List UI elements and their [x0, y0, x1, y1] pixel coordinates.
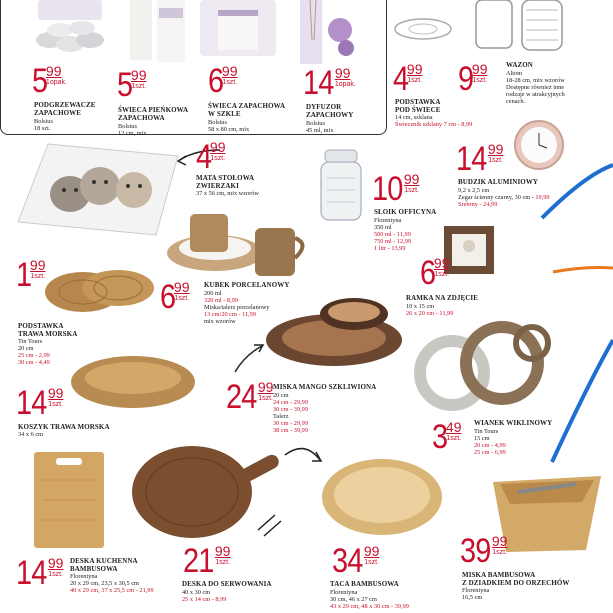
desc-budzik: 9,2 x 2,5 cm Zegar ścienny czarny, 30 cm - 19,99 Srebrny - 24,99: [458, 187, 550, 208]
price-swieca-szkle: 6 99 1szt.: [208, 62, 238, 100]
price-podstawka-morska: 1 99 1szt.: [16, 256, 46, 294]
name-podstawka-swiece: PODSTAWKA POD ŚWIECE: [395, 98, 441, 114]
price-deska-kuchenna: 14 99 1szt.: [16, 554, 64, 592]
arrow-deska: [285, 449, 320, 460]
desc-swieca-szkle: Bolsius 58 x 80 cm, mix: [208, 119, 250, 133]
price-mata: 4 99 1szt.: [196, 138, 226, 176]
name-mata: MATA STOŁOWA ZWIERZAKI: [196, 174, 255, 190]
desc-sloik: Florentyna 350 ml 500 ml - 11,99 750 ml - 12,99 1 litr - 13,99: [374, 217, 412, 252]
price-ramka: 6 99 1szt.: [420, 254, 450, 292]
desc-wazon: Altom 18-28 cm, mix wzorów Dostępne również inne rodzaje w atrakcyjnych cenach.: [506, 70, 565, 105]
pillar-candle-image: [125, 0, 190, 62]
glass-holder-image: [393, 14, 453, 44]
name-dyfuzor: DYFUZOR ZAPACHOWY: [306, 103, 354, 119]
orange-curve: [553, 268, 613, 273]
name-budzik: BUDZIK ALUMINIOWY: [458, 178, 539, 186]
desc-podstawka-swiece: 14 cm, szklana Świecznik szklany 7 cm - 8,99: [395, 114, 473, 128]
seagrass-basket-image: [68, 352, 198, 412]
price-dyfuzor: 14 99 1opak.: [303, 64, 356, 102]
name-kubek: KUBEK PORCELANOWY: [204, 281, 290, 289]
cutting-board-image: [32, 450, 106, 550]
name-miska-bambusowa: MISKA BAMBUSOWA Z DZIADKIEM DO ORZECHÓW: [462, 571, 570, 587]
desc-dyfuzor: Bolsius 45 ml, mix: [306, 120, 334, 134]
name-podstawka-morska: PODSTAWKA TRAWA MORSKA: [18, 322, 78, 338]
jar-image: [315, 148, 367, 223]
price-budzik: 14 99 1szt.: [456, 140, 504, 178]
mango-bowl-image: [262, 290, 407, 370]
desc-miska-mango: 20 cm 24 cm - 29,99 30 cm - 39,99 Talerz 30 cm - 29,99 38 cm - 39,99: [273, 392, 308, 434]
tealights-image: [30, 0, 110, 58]
desc-koszyk: 34 x 6 cm: [18, 431, 44, 438]
diffuser-image: [290, 0, 360, 66]
price-deska-serwowania: 21 99 1szt.: [183, 542, 231, 580]
price-miska-mango: 24 99 1szt.: [226, 378, 274, 416]
desc-podstawka-morska: Tin Tours 20 cm 25 cm - 2,99 30 cm - 4,49: [18, 338, 50, 366]
desc-miska-bambusowa: Florentyna 16,5 cm: [462, 587, 490, 601]
desc-mata: 37 x 56 cm, mix wzorów: [196, 190, 259, 197]
name-deska-serwowania: DESKA DO SERWOWANIA: [182, 580, 272, 588]
desc-ramka: 10 x 15 cm 26 x 20 cm - 11,99: [406, 303, 454, 317]
name-deska-kuchenna: DESKA KUCHENNA BAMBUSOWA: [70, 557, 138, 573]
name-ramka: RAMKA NA ZDJĘCIE: [406, 294, 478, 302]
price-wianek: 3 49 1szt.: [432, 418, 462, 456]
desc-deska-kuchenna: Florentyna 20 x 29 cm, 23,5 x 30,5 cm 40 x 29 cm, 37 x 25,5 cm - 21,99: [70, 573, 154, 594]
wicker-wreath-image: [402, 318, 552, 413]
name-miska-mango: MISKA MANGO SZKLIWIONA: [273, 383, 377, 391]
price-kubek: 6 99 1szt.: [160, 278, 190, 316]
photo-frame-image: [442, 224, 497, 276]
name-wianek: WIANEK WIKLINOWY: [474, 419, 553, 427]
desc-deska-serwowania: 40 x 30 cm 25 x 14 cm - 8,99: [182, 589, 227, 603]
bamboo-tray-image: [320, 455, 445, 540]
price-swieca-pienkowa: 5 99 1szt.: [117, 66, 147, 104]
desc-kubek: 200 ml 320 ml - 8,99 Miska/talerz porcelanowy 13 cm/20 cm - 11,99 mix wzorów: [204, 290, 270, 325]
desc-taca: Florentyna 30 cm, 46 x 27 cm 43 x 29 cm, 48 x 30 cm - 39,99: [330, 589, 409, 610]
name-sloik: SŁOIK OFFICYNA: [374, 208, 437, 216]
price-podgrzewacze: 5 99 1opak.: [32, 62, 67, 100]
name-swieca-szkle: ŚWIECA ZAPACHOWA W SZKLE: [208, 102, 286, 118]
price-wazon: 9 99 1szt.: [458, 60, 488, 98]
desc-podgrzewacze: Bolsius 18 szt.: [34, 118, 53, 132]
price-sloik: 10 99 1szt.: [372, 170, 420, 208]
porcelain-mug-image: [160, 208, 320, 278]
blue-curve-lower: [552, 340, 613, 462]
arrow-miska: [235, 346, 262, 372]
price-koszyk: 14 99 1szt.: [16, 384, 64, 422]
name-wazon: WAZON: [506, 61, 533, 69]
name-taca: TACA BAMBUSOWA: [330, 580, 399, 588]
price-miska-bambusowa: 39 99 1szt.: [460, 532, 508, 570]
name-swieca-pienkowa: ŚWIECA PIEŃKOWA ZAPACHOWA: [118, 106, 189, 122]
desc-swieca-pienkowa: Bolsius 12 cm, mix: [118, 123, 147, 137]
name-koszyk: KOSZYK TRAWA MORSKA: [18, 423, 110, 431]
name-podgrzewacze: PODGRZEWACZE ZAPACHOWE: [34, 101, 96, 117]
jar-candle-image: [198, 0, 278, 60]
price-taca: 34 99 1szt.: [332, 542, 380, 580]
price-podstawka-swiece: 4 99 1szt.: [393, 60, 423, 98]
vase-image: [470, 0, 570, 52]
alarm-clock-image: [512, 118, 567, 173]
desc-wianek: Tin Tours 15 cm 20 cm - 4,99 25 cm - 6,99: [474, 428, 506, 456]
kittens-placemat-image: [18, 142, 180, 237]
seagrass-coaster-image: [38, 262, 158, 322]
serving-board-image: [130, 440, 280, 545]
